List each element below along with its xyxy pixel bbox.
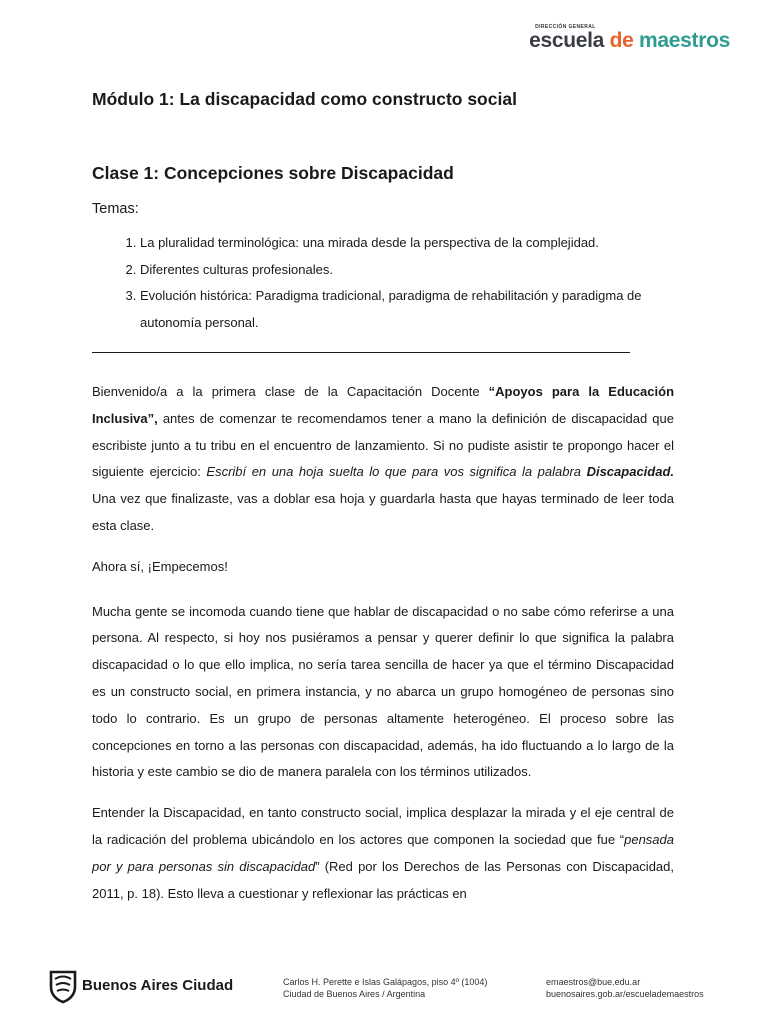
logo-word-maestros: maestros [639, 29, 730, 52]
logo-word-de: de [604, 29, 640, 52]
module-title: Módulo 1: La discapacidad como constructo social [92, 89, 517, 109]
document-body [92, 86, 674, 921]
topic-item: 3. Evolución histórica: Paradigma tradicional, paradigma de rehabilitación y paradigma de autonomía personal. [140, 283, 674, 336]
p1-exercise: Escribí en una hoja suelta lo que para vos significa la palabra [206, 464, 587, 480]
p1-text-a: Bienvenido/a a la primera clase de la Capacitación Docente [92, 384, 489, 399]
address-line-2: Ciudad de Buenos Aires / Argentina [283, 989, 426, 999]
p1-course-title: “Apoyos para la Educación Inclusiva”, [92, 384, 675, 426]
paragraph-constructo [92, 800, 674, 907]
logo-subtitle: DIRECCIÓN GENERAL [535, 24, 596, 30]
p1-text-c: antes de comenzar te recomendamos tener a mano la definición de discapacidad que escribiste junto a tu tribu en el encuentro de lanzamiento. Si no pudiste asistir te propongo hacer el siguiente ejercicio: [92, 410, 674, 480]
paragraph-discapacidad: Mucha gente se incomoda cuando tiene que hablar de discapacidad o no sabe cómo referirse a una persona. Al respecto, si hoy nos pusiéramos a pensar y querer definir lo que significa la palabra discapacidad o lo que ello implica, no sería tarea sencilla de hacer ya que el término Discapacidad es un constructo social, en primera instancia, y no abarca un grupo homogéneo de personas sino todo lo contrario. Es un grupo de personas altamente heterogéneo. El proceso sobre las concepciones en torno a las personas con discapacidad, además, ha ido fluctuando a lo largo de la historia y este cambio se dio de manera paralela con los términos utilizados. [92, 603, 674, 780]
footer-contact [546, 976, 704, 1000]
class-title: Clase 1: Concepciones sobre Discapacidad [92, 163, 454, 183]
buenos-aires-shield-icon [48, 970, 78, 1004]
logo-wordmark [529, 30, 730, 52]
contact-website[interactable]: buenosaires.gob.ar/escuelademaestros [546, 989, 704, 999]
paragraph-start: Ahora sí, ¡Empecemos! [92, 558, 228, 574]
logo-word-escuela: escuela [529, 29, 605, 52]
topics-list [92, 230, 674, 336]
p4-text-a: Entender la Discapacidad, en tanto constructo social, implica desplazar la mirada y el eje central de la radicación del problema ubicándolo en los actores que componen la sociedad que fue “ [92, 805, 674, 847]
page-footer [0, 966, 768, 1016]
p1-text-f: Una vez que finalizaste, vas a doblar esa hoja y guardarla hasta que hayas terminado de leer toda esta clase. [92, 491, 674, 533]
address-line-1: Carlos H. Perette e Islas Galápagos, piso 4º (1004) [283, 977, 488, 987]
topic-item: 2. Diferentes culturas profesionales. [140, 257, 674, 284]
p4-quote: pensada por y para personas sin discapacidad [92, 831, 674, 874]
footer-address [283, 976, 487, 1000]
topics-label: Temas: [92, 201, 139, 217]
contact-email[interactable]: emaestros@bue.edu.ar [546, 977, 641, 987]
p4-text-c: ” (Red por los Derechos de las Personas con Discapacidad, 2011, p. 18). Esto lleva a cuestionar y reflexionar las prácticas en [92, 858, 674, 901]
escuela-de-maestros-logo [529, 24, 730, 52]
city-brand: Buenos Aires Ciudad [82, 977, 234, 994]
p1-keyword: Discapacidad. [586, 464, 675, 480]
section-divider [92, 352, 630, 353]
topic-item: 1. La pluralidad terminológica: una mirada desde la perspectiva de la complejidad. [140, 230, 674, 257]
paragraph-welcome [92, 379, 674, 540]
